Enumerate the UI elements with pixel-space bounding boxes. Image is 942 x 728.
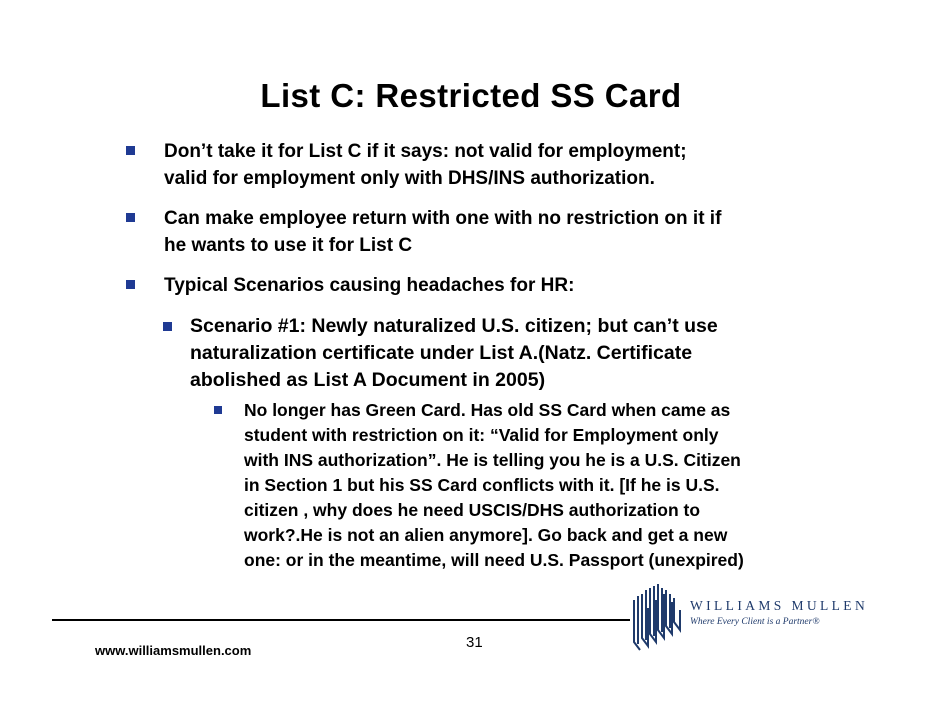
bullet-line: one: or in the meantime, will need U.S. Passport (unexpired) [244, 550, 744, 570]
company-logo [630, 580, 875, 658]
bullet-line: student with restriction on it: “Valid for Employment only [244, 425, 719, 445]
bullet-line: Typical Scenarios causing headaches for HR: [164, 275, 575, 296]
bullet-line: valid for employment only with DHS/INS authorization. [164, 168, 655, 189]
bullet-marker [163, 322, 172, 331]
sub-sub-bullet-item [244, 398, 744, 573]
footer-website: www.williamsmullen.com [95, 643, 252, 658]
bullet-marker [126, 213, 135, 222]
bullet-line: he wants to use it for List C [164, 235, 413, 256]
bullet-line: abolished as List A Document in 2005) [190, 369, 546, 391]
bullet-line: No longer has Green Card. Has old SS Card when came as [244, 400, 731, 420]
bullet-line: Don’t take it for List C if it says: not valid for employment; [164, 141, 687, 162]
logo-tagline: Where Every Client is a Partner® [690, 617, 820, 627]
bullet-line: work?.He is not an alien anymore]. Go back and get a new [244, 525, 728, 545]
bullet-item [164, 138, 687, 192]
bullet-line: Scenario #1: Newly naturalized U.S. citizen; but can’t use [190, 315, 718, 337]
bullet-item [164, 272, 574, 299]
bullet-marker [126, 146, 135, 155]
bullet-line: Can make employee return with one with no restriction on it if [164, 208, 722, 229]
bullet-marker [214, 406, 222, 414]
bullet-item [164, 205, 721, 259]
bullet-line: with INS authorization”. He is telling you he is a U.S. Citizen [244, 450, 741, 470]
bullet-line: citizen , why does he need USCIS/DHS authorization to [244, 500, 701, 520]
footer-divider [52, 619, 630, 621]
bullet-marker [126, 280, 135, 289]
page-number: 31 [466, 634, 483, 651]
logo-name: WILLIAMS MULLEN [690, 598, 869, 613]
bullet-line: naturalization certificate under List A.(Natz. Certificate [190, 342, 693, 364]
logo-mark-icon [630, 580, 688, 658]
sub-bullet-item [190, 313, 718, 394]
slide-title: List C: Restricted SS Card [260, 77, 682, 114]
bullet-line: in Section 1 but his SS Card conflicts with it. [If he is U.S. [244, 475, 720, 495]
